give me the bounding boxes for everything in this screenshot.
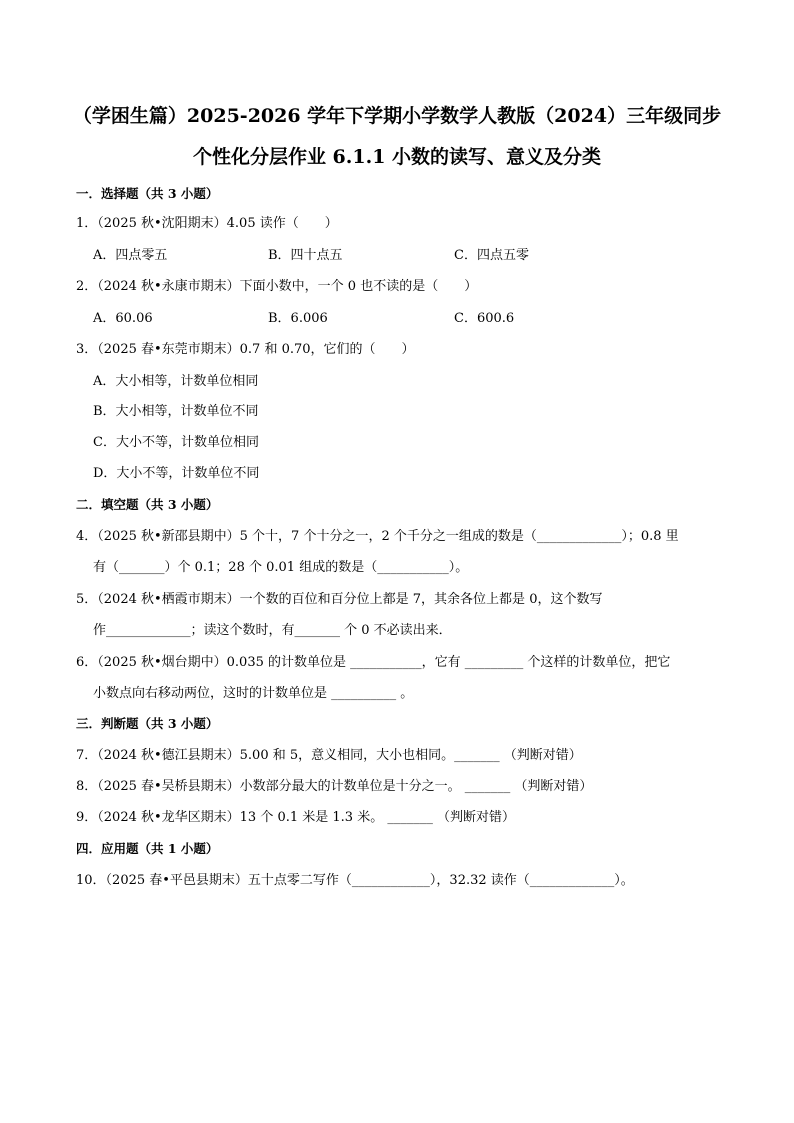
question-2-option-b: B．6.006 — [268, 311, 328, 326]
question-3-option-c: C．大小不等，计数单位相同 — [93, 435, 259, 450]
question-6-line1: 6．（2025 秋•烟台期中）0.035 的计数单位是 ___________，它有 _________ 个这样的计数单位，把它 — [76, 655, 671, 670]
question-1-stem: 1．（2025 秋•沈阳期末）4.05 读作（ ） — [76, 216, 338, 231]
question-4-line1: 4．（2025 秋•新邵县期中）5 个十，7 个十分之一，2 个千分之一组成的数是（_____________）；0.8 里 — [76, 529, 679, 544]
question-3-option-a: A．大小相等，计数单位相同 — [93, 374, 259, 389]
question-9: 9．（2024 秋•龙华区期末）13 个 0.1 米是 1.3 米。 _______ （判断对错） — [76, 810, 515, 825]
question-2-option-a: A．60.06 — [93, 311, 153, 326]
question-1-option-c: C．四点五零 — [454, 248, 529, 263]
section-heading-choice: 一．选择题（共 3 小题） — [76, 186, 219, 201]
question-3-option-d: D．大小不等，计数单位不同 — [93, 466, 260, 481]
question-10: 10．（2025 春•平邑县期末）五十点零二写作（____________），32.32 读作（_____________）。 — [76, 873, 634, 888]
page-title-line1: （学困生篇）2025-2026 学年下学期小学数学人教版（2024）三年级同步 — [72, 105, 722, 127]
section-heading-fill: 二．填空题（共 3 小题） — [76, 497, 219, 512]
page-title-line2: 个性化分层作业 6.1.1 小数的读写、意义及分类 — [192, 146, 602, 168]
question-1-option-b: B．四十点五 — [268, 248, 343, 263]
question-8: 8．（2025 春•吴桥县期末）小数部分最大的计数单位是十分之一。 _______ （判断对错） — [76, 779, 593, 794]
question-3-stem: 3．（2025 春•东莞市期末）0.7 和 0.70，它们的（ ） — [76, 342, 415, 357]
question-2-stem: 2．（2024 秋•永康市期末）下面小数中，一个 0 也不读的是（ ） — [76, 279, 478, 294]
section-heading-application: 四．应用题（共 1 小题） — [76, 841, 219, 856]
question-1-option-a: A．四点零五 — [93, 248, 168, 263]
section-heading-judge: 三．判断题（共 3 小题） — [76, 716, 219, 731]
question-5-line1: 5．（2024 秋•栖霞市期末）一个数的百位和百分位上都是 7，其余各位上都是 0，这个数写 — [76, 592, 603, 607]
question-4-line2: 有（_______）个 0.1；28 个 0.01 组成的数是（___________）。 — [93, 560, 469, 575]
question-6-line2: 小数点向右移动两位，这时的计数单位是 __________ 。 — [93, 686, 414, 701]
question-5-line2: 作_____________；读这个数时，有_______ 个 0 不必读出来． — [93, 623, 452, 638]
question-7: 7．（2024 秋•德江县期末）5.00 和 5，意义相同，大小也相同。_______ （判断对错） — [76, 748, 582, 763]
question-3-option-b: B．大小相等，计数单位不同 — [93, 404, 259, 419]
question-2-option-c: C．600.6 — [454, 311, 515, 326]
